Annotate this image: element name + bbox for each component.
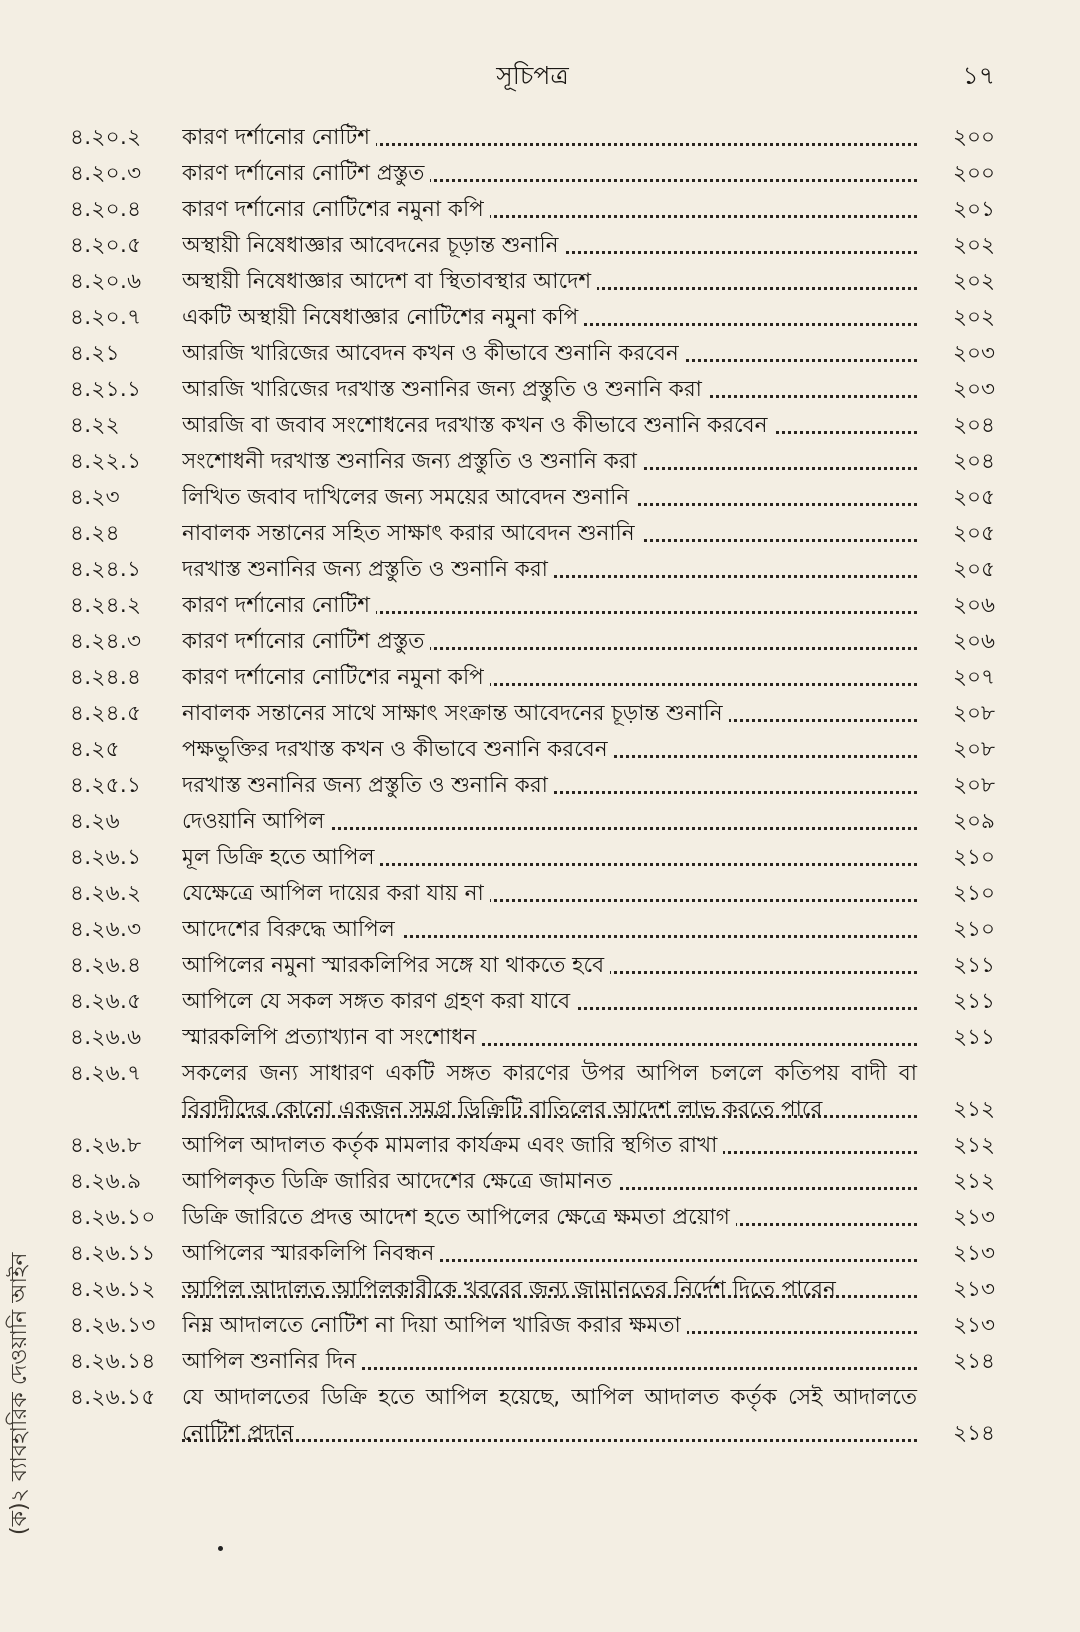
toc-entry-title-line [182, 624, 917, 660]
toc-entry-page: ২১২ [917, 1128, 995, 1164]
toc-entry-body [182, 1380, 995, 1452]
toc-entry [70, 408, 995, 444]
toc-entry [70, 1380, 995, 1452]
toc-entry-title: আদেশের বিরুদ্ধে আপিল [182, 917, 401, 942]
toc-entry-page: ২১২ [917, 1092, 995, 1128]
toc-entry-title-wrap [182, 660, 917, 696]
toc-entry-title-wrap [182, 1164, 917, 1200]
toc-entry [70, 444, 995, 480]
toc-entry-title: ডিক্রি জারিতে প্রদত্ত আদেশ হতে আপিলের ক্ষেত্রে ক্ষমতা প্রয়োগ [182, 1205, 736, 1230]
toc-entry [70, 768, 995, 804]
toc-entry [70, 984, 995, 1020]
toc-entry-body [182, 120, 995, 156]
toc-entry-title: আপিলের নমুনা স্মারকলিপির সঙ্গে যা থাকতে হবে [182, 953, 610, 978]
toc-entry-body [182, 552, 995, 588]
toc-entry-page: ২০৫ [917, 516, 995, 552]
toc-entry-body [182, 768, 995, 804]
toc-entry [70, 660, 995, 696]
toc-entry-title-line [182, 1236, 917, 1272]
toc-entry-title: অস্থায়ী নিষেধাজ্ঞার আবেদনের চূড়ান্ত শুনানি [182, 233, 564, 258]
toc-entry [70, 156, 995, 192]
toc-entry [70, 300, 995, 336]
toc-entry-title-line [182, 516, 917, 552]
toc-entry-number: ৪.২০.৩ [70, 161, 142, 186]
toc-entry-title: একটি অস্থায়ী নিষেধাজ্ঞার নোটিশের নমুনা কপি [182, 305, 584, 330]
toc-entry-body [182, 696, 995, 732]
toc-entry-title-wrap [182, 264, 917, 300]
toc-entry-number: ৪.২৬.৪ [70, 953, 142, 978]
toc-entry [70, 588, 995, 624]
toc-entry-page: ২১১ [917, 948, 995, 984]
toc-entry-title-wrap [182, 1020, 917, 1056]
toc-entry-title: আপিল আদালত আপিলকারীকে খবরের জন্য জামানতের নির্দেশ দিতে পারেন [182, 1277, 836, 1302]
toc-entry-title-line [182, 1020, 917, 1056]
toc-entry-title: অস্থায়ী নিষেধাজ্ঞার আদেশ বা স্থিতাবস্থার আদেশ [182, 269, 597, 294]
toc-entry [70, 912, 995, 948]
toc-entry-number: ৪.২২.১ [70, 449, 142, 474]
toc-entry-number: ৪.২১ [70, 341, 120, 366]
toc-entry-number: ৪.২৪.১ [70, 557, 142, 582]
toc-entry-title-wrap [182, 1344, 917, 1380]
toc-entry-title-line [182, 408, 917, 444]
toc-entry-page: ২১০ [917, 840, 995, 876]
toc-entry-title-wrap [182, 372, 917, 408]
toc-entry [70, 804, 995, 840]
toc-entry-body [182, 300, 995, 336]
toc-entry [70, 552, 995, 588]
toc-entry-body [182, 264, 995, 300]
toc-entry-body [182, 336, 995, 372]
toc-entry [70, 516, 995, 552]
toc-entry-number: ৪.২৫.১ [70, 773, 142, 798]
toc-entry-title-wrap [182, 228, 917, 264]
toc-entry-title-line [182, 192, 917, 228]
page-title: সূচিপত্র [496, 61, 569, 90]
toc-entry-number: ৪.২৬.১৪ [70, 1349, 156, 1374]
toc-entry-number: ৪.২৬ [70, 809, 120, 834]
page-number: ১৭ [962, 61, 995, 90]
toc-entry-title-wrap [182, 1272, 917, 1308]
toc-entry [70, 1056, 995, 1128]
toc-entry [70, 1308, 995, 1344]
toc-entry-number: ৪.২৬.৩ [70, 917, 142, 942]
toc-entry-page: ২১১ [917, 984, 995, 1020]
toc-entry-body [182, 876, 995, 912]
toc-entry-title: স্মারকলিপি প্রত্যাখ্যান বা সংশোধন [182, 1025, 482, 1050]
toc-entry-title: কারণ দর্শানোর নোটিশ [182, 125, 376, 150]
toc-entry-title-wrap [182, 444, 917, 480]
toc-entry-body [182, 984, 995, 1020]
toc-entry-page: ২১৩ [917, 1200, 995, 1236]
toc-entry [70, 480, 995, 516]
toc-entry [70, 624, 995, 660]
toc-entry-number: ৪.২৬.৭ [70, 1061, 142, 1086]
toc-entry-body [182, 228, 995, 264]
toc-entry-title-line [182, 156, 917, 192]
toc-entry-number: ৪.২৬.৯ [70, 1169, 142, 1194]
toc-entry-title-line [182, 300, 917, 336]
toc-entry-body [182, 1272, 995, 1308]
toc-entry-title: সকলের জন্য সাধারণ একটি সঙ্গত কারণের উপর আপিল চললে কতিপয় বাদী বা বিবাদীদের কোনো একজন সমগ্র ডিক্রিটি বাতিলের আদেশ লাভ করতে পারে [182, 1061, 917, 1122]
toc-entry-page: ২০৫ [917, 552, 995, 588]
toc-entry-title-line [182, 1164, 917, 1200]
toc-entry [70, 948, 995, 984]
toc-entry-title-line [182, 876, 917, 912]
toc-entry-title-line [182, 1344, 917, 1380]
toc-entry-page: ২০৪ [917, 408, 995, 444]
toc-entry-title-line [182, 768, 917, 804]
toc-entry-title-wrap [182, 732, 917, 768]
toc-entry [70, 1128, 995, 1164]
toc-entry-title-wrap [182, 480, 917, 516]
toc-entry-number: ৪.২০.৫ [70, 233, 142, 258]
toc-entry-number: ৪.২৩ [70, 485, 120, 510]
toc-entry-title-wrap [182, 1380, 917, 1452]
toc-entry-number: ৪.২৬.৫ [70, 989, 142, 1014]
toc-entry-body [182, 732, 995, 768]
toc-entry-title-wrap [182, 552, 917, 588]
toc-entry-body [182, 660, 995, 696]
toc-entry-title-line [182, 372, 917, 408]
toc-entry-title-line [182, 588, 917, 624]
toc-entry-number: ৪.২০.৪ [70, 197, 142, 222]
toc-entry-title: কারণ দর্শানোর নোটিশ প্রস্তুত [182, 629, 430, 654]
toc-entry-body [182, 408, 995, 444]
toc-entry-title: পক্ষভুক্তির দরখাস্ত কখন ও কীভাবে শুনানি করবেন [182, 737, 614, 762]
toc-entry-title-wrap [182, 696, 917, 732]
toc-entry [70, 192, 995, 228]
toc-entry-title-wrap [182, 120, 917, 156]
toc-entry-title-line [182, 336, 917, 372]
toc-entry-title: কারণ দর্শানোর নোটিশের নমুনা কপি [182, 665, 490, 690]
toc-entry-page: ২১৪ [917, 1344, 995, 1380]
toc-entry-number: ৪.২৬.১০ [70, 1205, 156, 1230]
toc-entry-page: ২০২ [917, 300, 995, 336]
toc-entry-page: ২০৮ [917, 768, 995, 804]
toc-entry-title-wrap [182, 876, 917, 912]
toc-entry-title-wrap [182, 984, 917, 1020]
toc-entry-page: ২০২ [917, 264, 995, 300]
toc-entry-title-wrap [182, 192, 917, 228]
toc-entry-body [182, 192, 995, 228]
toc-entry-title: সংশোধনী দরখাস্ত শুনানির জন্য প্রস্তুতি ও শুনানি করা [182, 449, 643, 474]
toc-entry-title: কারণ দর্শানোর নোটিশ [182, 593, 376, 618]
toc-entry [70, 1344, 995, 1380]
toc-entry-title-wrap [182, 804, 917, 840]
toc-entry-title: নিম্ন আদালতে নোটিশ না দিয়া আপিল খারিজ করার ক্ষমতা [182, 1313, 687, 1338]
toc-entry [70, 336, 995, 372]
toc-entry-body [182, 1164, 995, 1200]
toc-entry-title-wrap [182, 588, 917, 624]
toc-entry-title: আপিলে যে সকল সঙ্গত কারণ গ্রহণ করা যাবে [182, 989, 576, 1014]
toc-entry-body [182, 1308, 995, 1344]
toc-entry-title: আপিলকৃত ডিক্রি জারির আদেশের ক্ষেত্রে জামানত [182, 1169, 618, 1194]
toc-entry-title-line [182, 264, 917, 300]
toc-entry-page: ২০০ [917, 120, 995, 156]
toc-entry-title-wrap [182, 1056, 917, 1128]
toc-entry-body [182, 1020, 995, 1056]
toc-entry-number: ৪.২০.২ [70, 125, 142, 150]
toc-entry-title-line [182, 660, 917, 696]
toc-entry [70, 1020, 995, 1056]
toc-entry-title: দরখাস্ত শুনানির জন্য প্রস্তুতি ও শুনানি করা [182, 773, 554, 798]
toc-entry-title: আপিলের স্মারকলিপি নিবন্ধন [182, 1241, 440, 1266]
toc-entry-number: ৪.২৬.১২ [70, 1277, 156, 1302]
toc-entry-body [182, 444, 995, 480]
toc-entry-title-line [182, 552, 917, 588]
toc-entry-title-wrap [182, 624, 917, 660]
toc-entry-title: যেক্ষেত্রে আপিল দায়ের করা যায় না [182, 881, 490, 906]
toc-entry-body [182, 1200, 995, 1236]
toc-entry-title-wrap [182, 1236, 917, 1272]
toc-entry [70, 732, 995, 768]
toc-entry-page: ২১৩ [917, 1272, 995, 1308]
toc-entry-title-line [182, 1056, 917, 1128]
toc-entry-title-wrap [182, 1308, 917, 1344]
toc-entry-title: দেওয়ানি আপিল [182, 809, 330, 834]
toc-entry-page: ২০৪ [917, 444, 995, 480]
toc-entry-title-wrap [182, 768, 917, 804]
page-header [70, 50, 995, 94]
toc-entry [70, 1164, 995, 1200]
toc-entry-body [182, 156, 995, 192]
toc-entry-number: ৪.২২ [70, 413, 120, 438]
toc-entry-title: নাবালক সন্তানের সহিত সাক্ষাৎ করার আবেদন শুনানি [182, 521, 641, 546]
toc-entry-page: ২১০ [917, 912, 995, 948]
toc-entry-title-line [182, 1128, 917, 1164]
toc-entry-number: ৪.২১.১ [70, 377, 142, 402]
toc-entry-page: ২০১ [917, 192, 995, 228]
toc-entry-title-wrap [182, 1128, 917, 1164]
toc-entry-number: ৪.২৬.৮ [70, 1133, 142, 1158]
toc-entry-number: ৪.২৪.২ [70, 593, 142, 618]
toc-entry-number: ৪.২৬.৬ [70, 1025, 142, 1050]
toc-entry-page: ২১২ [917, 1164, 995, 1200]
toc-entry-page: ২০৬ [917, 624, 995, 660]
toc-entry-title-wrap [182, 912, 917, 948]
toc-entry [70, 228, 995, 264]
toc-entry-title: যে আদালতের ডিক্রি হতে আপিল হয়েছে, আপিল আদালত কর্তৃক সেই আদালতে নোটিশ প্রদান [182, 1385, 917, 1446]
toc-entry-page: ২০২ [917, 228, 995, 264]
toc-entry-number: ৪.২৪.৫ [70, 701, 142, 726]
toc-entry-title-wrap [182, 840, 917, 876]
toc-entry-title-line [182, 732, 917, 768]
toc-entry-title-wrap [182, 300, 917, 336]
toc-entry-title: আপিল আদালত কর্তৃক মামলার কার্যক্রম এবং জারি স্থগিত রাখা [182, 1133, 723, 1158]
toc-entry-page: ২১৪ [917, 1416, 995, 1452]
toc-entry-title: আরজি বা জবাব সংশোধনের দরখাস্ত কখন ও কীভাবে শুনানি করবেন [182, 413, 773, 438]
toc-entry-title: দরখাস্ত শুনানির জন্য প্রস্তুতি ও শুনানি করা [182, 557, 554, 582]
toc-entry-body [182, 480, 995, 516]
toc-entry-body [182, 948, 995, 984]
toc-entry-body [182, 912, 995, 948]
toc-entry-page: ২০৭ [917, 660, 995, 696]
toc-entry-page: ২১১ [917, 1020, 995, 1056]
toc-entry-page: ২০৮ [917, 732, 995, 768]
toc-entry-number: ৪.২৬.১৩ [70, 1313, 156, 1338]
toc-entry-title-line [182, 912, 917, 948]
toc-entry-number: ৪.২৬.১ [70, 845, 142, 870]
toc-entry-title-wrap [182, 336, 917, 372]
toc-entry-number: ৪.২০.৭ [70, 305, 142, 330]
toc-entry-page: ২০৫ [917, 480, 995, 516]
toc-entry-title-wrap [182, 156, 917, 192]
toc-entry-body [182, 588, 995, 624]
toc-entry-title-line [182, 840, 917, 876]
toc-entry-number: ৪.২৪.৩ [70, 629, 142, 654]
toc-entry-page: ২০৬ [917, 588, 995, 624]
toc-entry-page: ২০৩ [917, 336, 995, 372]
toc-entry-body [182, 1128, 995, 1164]
ink-dot [218, 1546, 223, 1551]
toc-entry-title-line [182, 120, 917, 156]
toc-entry-title: আপিল শুনানির দিন [182, 1349, 362, 1374]
toc-entry-title-line [182, 984, 917, 1020]
toc-entry-page: ২০৩ [917, 372, 995, 408]
toc-entry-title: মূল ডিক্রি হতে আপিল [182, 845, 380, 870]
table-of-contents [70, 120, 995, 1452]
toc-entry-body [182, 1344, 995, 1380]
toc-entry-page: ২০৮ [917, 696, 995, 732]
toc-entry-title-line [182, 480, 917, 516]
toc-entry [70, 120, 995, 156]
toc-entry [70, 372, 995, 408]
toc-entry [70, 1236, 995, 1272]
toc-entry-number: ৪.২৪.৪ [70, 665, 142, 690]
toc-entry-title: কারণ দর্শানোর নোটিশ প্রস্তুত [182, 161, 430, 186]
toc-entry-title-line [182, 1308, 917, 1344]
toc-entry-title-line [182, 444, 917, 480]
toc-entry-page: ২১৩ [917, 1236, 995, 1272]
toc-entry-title: নাবালক সন্তানের সাথে সাক্ষাৎ সংক্রান্ত আবেদনের চূড়ান্ত শুনানি [182, 701, 729, 726]
toc-entry-title: আরজি খারিজের আবেদন কখন ও কীভাবে শুনানি করবেন [182, 341, 685, 366]
toc-entry-body [182, 1236, 995, 1272]
toc-entry-title-line [182, 804, 917, 840]
toc-entry [70, 1200, 995, 1236]
toc-entry-title-line [182, 948, 917, 984]
toc-entry-title-line [182, 228, 917, 264]
toc-entry-title-wrap [182, 1200, 917, 1236]
toc-entry-title-wrap [182, 408, 917, 444]
toc-entry-page: ২০৯ [917, 804, 995, 840]
toc-entry-title: আরজি খারিজের দরখাস্ত শুনানির জন্য প্রস্তুতি ও শুনানি করা [182, 377, 708, 402]
toc-entry-title: লিখিত জবাব দাখিলের জন্য সময়ের আবেদন শুনানি [182, 485, 635, 510]
toc-entry-number: ৪.২৫ [70, 737, 120, 762]
toc-entry-page: ২১০ [917, 876, 995, 912]
toc-entry-body [182, 516, 995, 552]
toc-entry-body [182, 804, 995, 840]
toc-entry [70, 264, 995, 300]
toc-entry-number: ৪.২৬.১৫ [70, 1385, 156, 1410]
toc-entry-title-wrap [182, 948, 917, 984]
toc-entry [70, 876, 995, 912]
toc-entry-title-line [182, 696, 917, 732]
toc-entry [70, 696, 995, 732]
toc-entry [70, 1272, 995, 1308]
toc-entry-number: ৪.২৪ [70, 521, 120, 546]
side-running-title: (ক)২ ব্যাবহারিক দেওয়ানি আইন [7, 1252, 32, 1535]
toc-entry-body [182, 1056, 995, 1128]
toc-entry-number: ৪.২৬.১১ [70, 1241, 156, 1266]
toc-entry-body [182, 624, 995, 660]
toc-entry-title-wrap [182, 516, 917, 552]
toc-entry-title-line [182, 1200, 917, 1236]
toc-entry-body [182, 372, 995, 408]
toc-entry-number: ৪.২৬.২ [70, 881, 142, 906]
toc-entry-number: ৪.২০.৬ [70, 269, 142, 294]
toc-entry-body [182, 840, 995, 876]
toc-entry-title-line [182, 1272, 917, 1308]
toc-entry [70, 840, 995, 876]
toc-entry-title: কারণ দর্শানোর নোটিশের নমুনা কপি [182, 197, 490, 222]
toc-entry-page: ২১৩ [917, 1308, 995, 1344]
toc-entry-page: ২০০ [917, 156, 995, 192]
